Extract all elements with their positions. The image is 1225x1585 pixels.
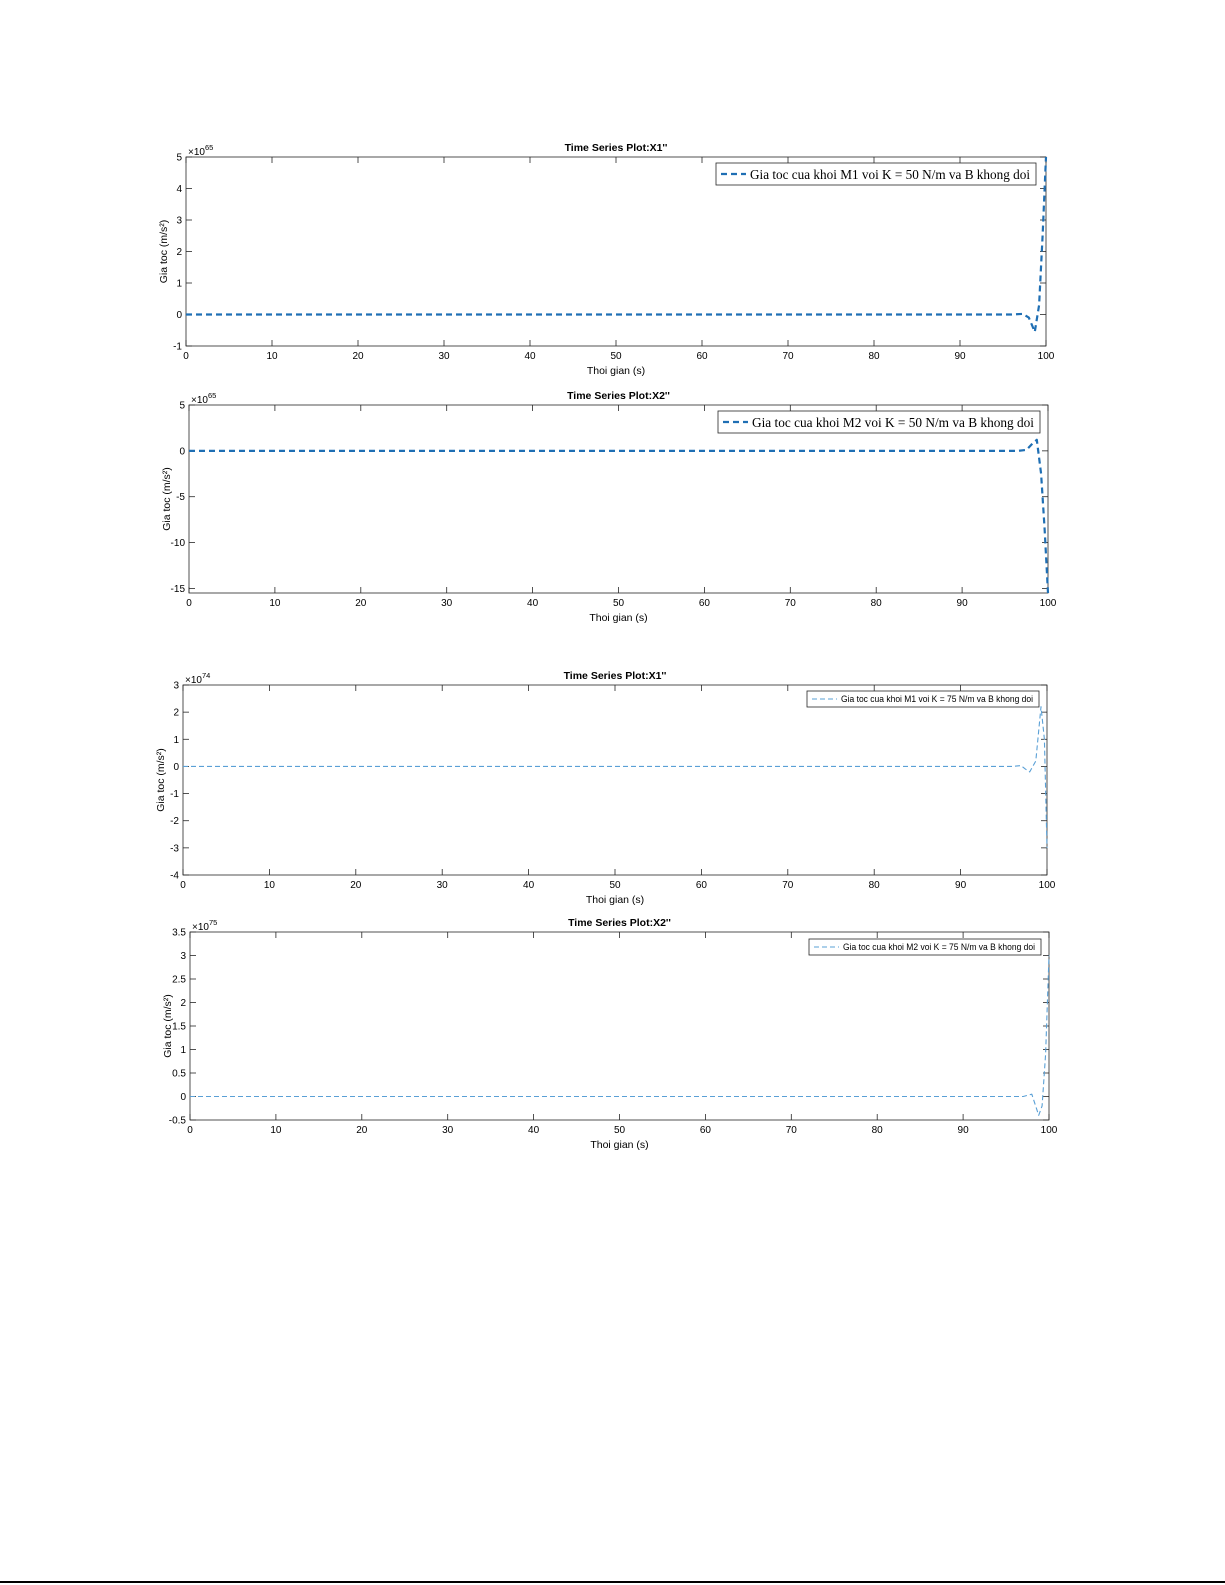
x-axis-label: Thoi gian (s) bbox=[586, 365, 646, 377]
y-tick-label: -15 bbox=[170, 583, 185, 595]
y-tick-label: -10 bbox=[170, 538, 185, 550]
x-tick-label: 0 bbox=[186, 598, 192, 609]
legend-label: Gia toc cua khoi M1 voi K = 50 N/m va B khong doi bbox=[750, 167, 1031, 183]
x-tick-label: 80 bbox=[868, 351, 880, 362]
x-tick-label: 70 bbox=[782, 351, 794, 362]
x-tick-label: 70 bbox=[785, 1125, 797, 1136]
y-exponent-power: 75 bbox=[208, 918, 218, 927]
y-tick-label: 1 bbox=[180, 1045, 186, 1056]
chart-4 bbox=[162, 917, 1058, 1151]
x-tick-label: 90 bbox=[957, 1125, 969, 1136]
y-tick-label: 4 bbox=[176, 184, 182, 195]
y-tick-label: 0 bbox=[176, 310, 182, 321]
x-tick-label: 80 bbox=[870, 598, 882, 609]
x-tick-label: 0 bbox=[187, 1125, 193, 1136]
x-tick-label: 0 bbox=[180, 880, 186, 891]
x-tick-label: 30 bbox=[441, 598, 453, 609]
y-exponent-label: $\times 10^{65}$ bbox=[188, 143, 214, 158]
y-tick-label: 0 bbox=[179, 446, 185, 458]
y-tick-label: -2 bbox=[170, 816, 179, 828]
x-tick-label: 40 bbox=[523, 880, 535, 891]
x-tick-label: 60 bbox=[698, 598, 710, 609]
x-tick-label: 90 bbox=[954, 351, 966, 362]
y-exponent-power: 74 bbox=[201, 671, 211, 680]
legend-label: Gia toc cua khoi M2 voi K = 75 N/m va B khong doi bbox=[843, 942, 1035, 953]
y-tick-label: 2 bbox=[173, 707, 179, 719]
x-tick-label: 100 bbox=[1040, 1125, 1058, 1136]
y-exponent-power: 65 bbox=[204, 143, 214, 152]
x-tick-label: 40 bbox=[527, 598, 539, 609]
plot-frame bbox=[190, 932, 1049, 1120]
y-tick-label: 0 bbox=[180, 1092, 186, 1103]
y-exponent-label: $\times 10^{74}$ bbox=[185, 671, 211, 686]
plot-frame bbox=[183, 685, 1047, 875]
x-axis-label: Thoi gian (s) bbox=[589, 612, 648, 624]
y-tick-label: -0.5 bbox=[168, 1115, 186, 1127]
x-tick-label: 80 bbox=[868, 880, 880, 891]
y-tick-label: 1.5 bbox=[172, 1021, 186, 1033]
x-tick-label: 100 bbox=[1037, 351, 1055, 362]
y-tick-label: 0 bbox=[173, 761, 179, 773]
x-tick-label: 90 bbox=[956, 598, 968, 609]
y-tick-label: -5 bbox=[176, 492, 185, 504]
y-tick-label: 2 bbox=[176, 247, 182, 258]
legend bbox=[807, 691, 1039, 707]
y-exponent-label: $\times 10^{65}$ bbox=[191, 391, 217, 406]
y-tick-label: 1 bbox=[176, 278, 182, 290]
page-bottom-rule bbox=[0, 1581, 1225, 1583]
chart-3 bbox=[155, 670, 1056, 906]
x-tick-label: 0 bbox=[183, 351, 189, 362]
x-tick-label: 40 bbox=[528, 1125, 540, 1136]
y-tick-label: 3.5 bbox=[172, 927, 186, 939]
legend bbox=[809, 939, 1041, 955]
x-tick-label: 10 bbox=[270, 1125, 282, 1136]
y-tick-label: 3 bbox=[180, 951, 186, 962]
x-tick-label: 30 bbox=[438, 351, 450, 362]
x-tick-label: 90 bbox=[955, 880, 967, 891]
x-tick-label: 100 bbox=[1038, 880, 1056, 891]
x-tick-label: 60 bbox=[696, 351, 708, 362]
legend-label: Gia toc cua khoi M1 voi K = 75 N/m va B khong doi bbox=[841, 694, 1033, 705]
x-tick-label: 30 bbox=[442, 1125, 454, 1136]
y-tick-label: 0.5 bbox=[172, 1068, 186, 1080]
x-tick-label: 50 bbox=[610, 351, 622, 362]
y-tick-label: 2.5 bbox=[172, 974, 186, 986]
y-tick-label: 3 bbox=[173, 680, 179, 692]
chart-title: Time Series Plot:X1'' bbox=[563, 670, 667, 682]
x-tick-label: 20 bbox=[350, 880, 362, 891]
y-tick-label: -3 bbox=[170, 843, 179, 855]
x-tick-label: 20 bbox=[352, 351, 364, 362]
y-exponent-label: $\times 10^{75}$ bbox=[192, 918, 218, 933]
chart-title: Time Series Plot:X1'' bbox=[564, 142, 668, 154]
chart-2 bbox=[161, 390, 1057, 624]
y-tick-label: 3 bbox=[176, 215, 182, 227]
x-axis-label: Thoi gian (s) bbox=[590, 1139, 649, 1151]
x-tick-label: 50 bbox=[609, 880, 621, 891]
y-tick-label: 5 bbox=[179, 400, 185, 412]
legend bbox=[716, 163, 1036, 185]
y-tick-label: 1 bbox=[173, 734, 179, 746]
x-axis-label: Thoi gian (s) bbox=[585, 894, 645, 906]
x-tick-label: 30 bbox=[436, 880, 448, 891]
y-tick-label: 2 bbox=[180, 998, 186, 1009]
y-tick-label: 5 bbox=[176, 152, 182, 164]
legend-label: Gia toc cua khoi M2 voi K = 50 N/m va B khong doi bbox=[752, 415, 1035, 431]
chart-title: Time Series Plot:X2'' bbox=[567, 390, 670, 402]
x-tick-label: 50 bbox=[612, 598, 625, 609]
y-tick-label: -1 bbox=[170, 789, 179, 801]
x-tick-label: 20 bbox=[355, 598, 367, 609]
x-tick-label: 70 bbox=[782, 880, 794, 891]
x-tick-label: 40 bbox=[524, 351, 536, 362]
chart-title: Time Series Plot:X2'' bbox=[568, 917, 671, 929]
y-tick-label: -1 bbox=[173, 341, 182, 353]
y-exponent-power: 65 bbox=[207, 391, 217, 400]
x-tick-label: 80 bbox=[871, 1125, 883, 1136]
y-tick-label: -4 bbox=[170, 870, 179, 882]
x-tick-label: 10 bbox=[266, 351, 278, 362]
x-tick-label: 10 bbox=[269, 598, 281, 609]
y-axis-label: Gia toc (m/s²) bbox=[162, 994, 174, 1058]
x-tick-label: 50 bbox=[613, 1125, 626, 1136]
x-tick-label: 100 bbox=[1039, 598, 1057, 609]
x-tick-label: 10 bbox=[263, 880, 275, 891]
x-tick-label: 60 bbox=[699, 1125, 711, 1136]
y-axis-label: Gia toc (m/s²) bbox=[161, 467, 173, 531]
x-tick-label: 60 bbox=[695, 880, 707, 891]
legend bbox=[718, 411, 1040, 433]
x-tick-label: 70 bbox=[784, 598, 796, 609]
chart-1 bbox=[158, 142, 1055, 377]
y-axis-label: Gia toc (m/s²) bbox=[158, 219, 170, 284]
x-tick-label: 20 bbox=[356, 1125, 368, 1136]
y-axis-label: Gia toc (m/s²) bbox=[155, 748, 167, 812]
